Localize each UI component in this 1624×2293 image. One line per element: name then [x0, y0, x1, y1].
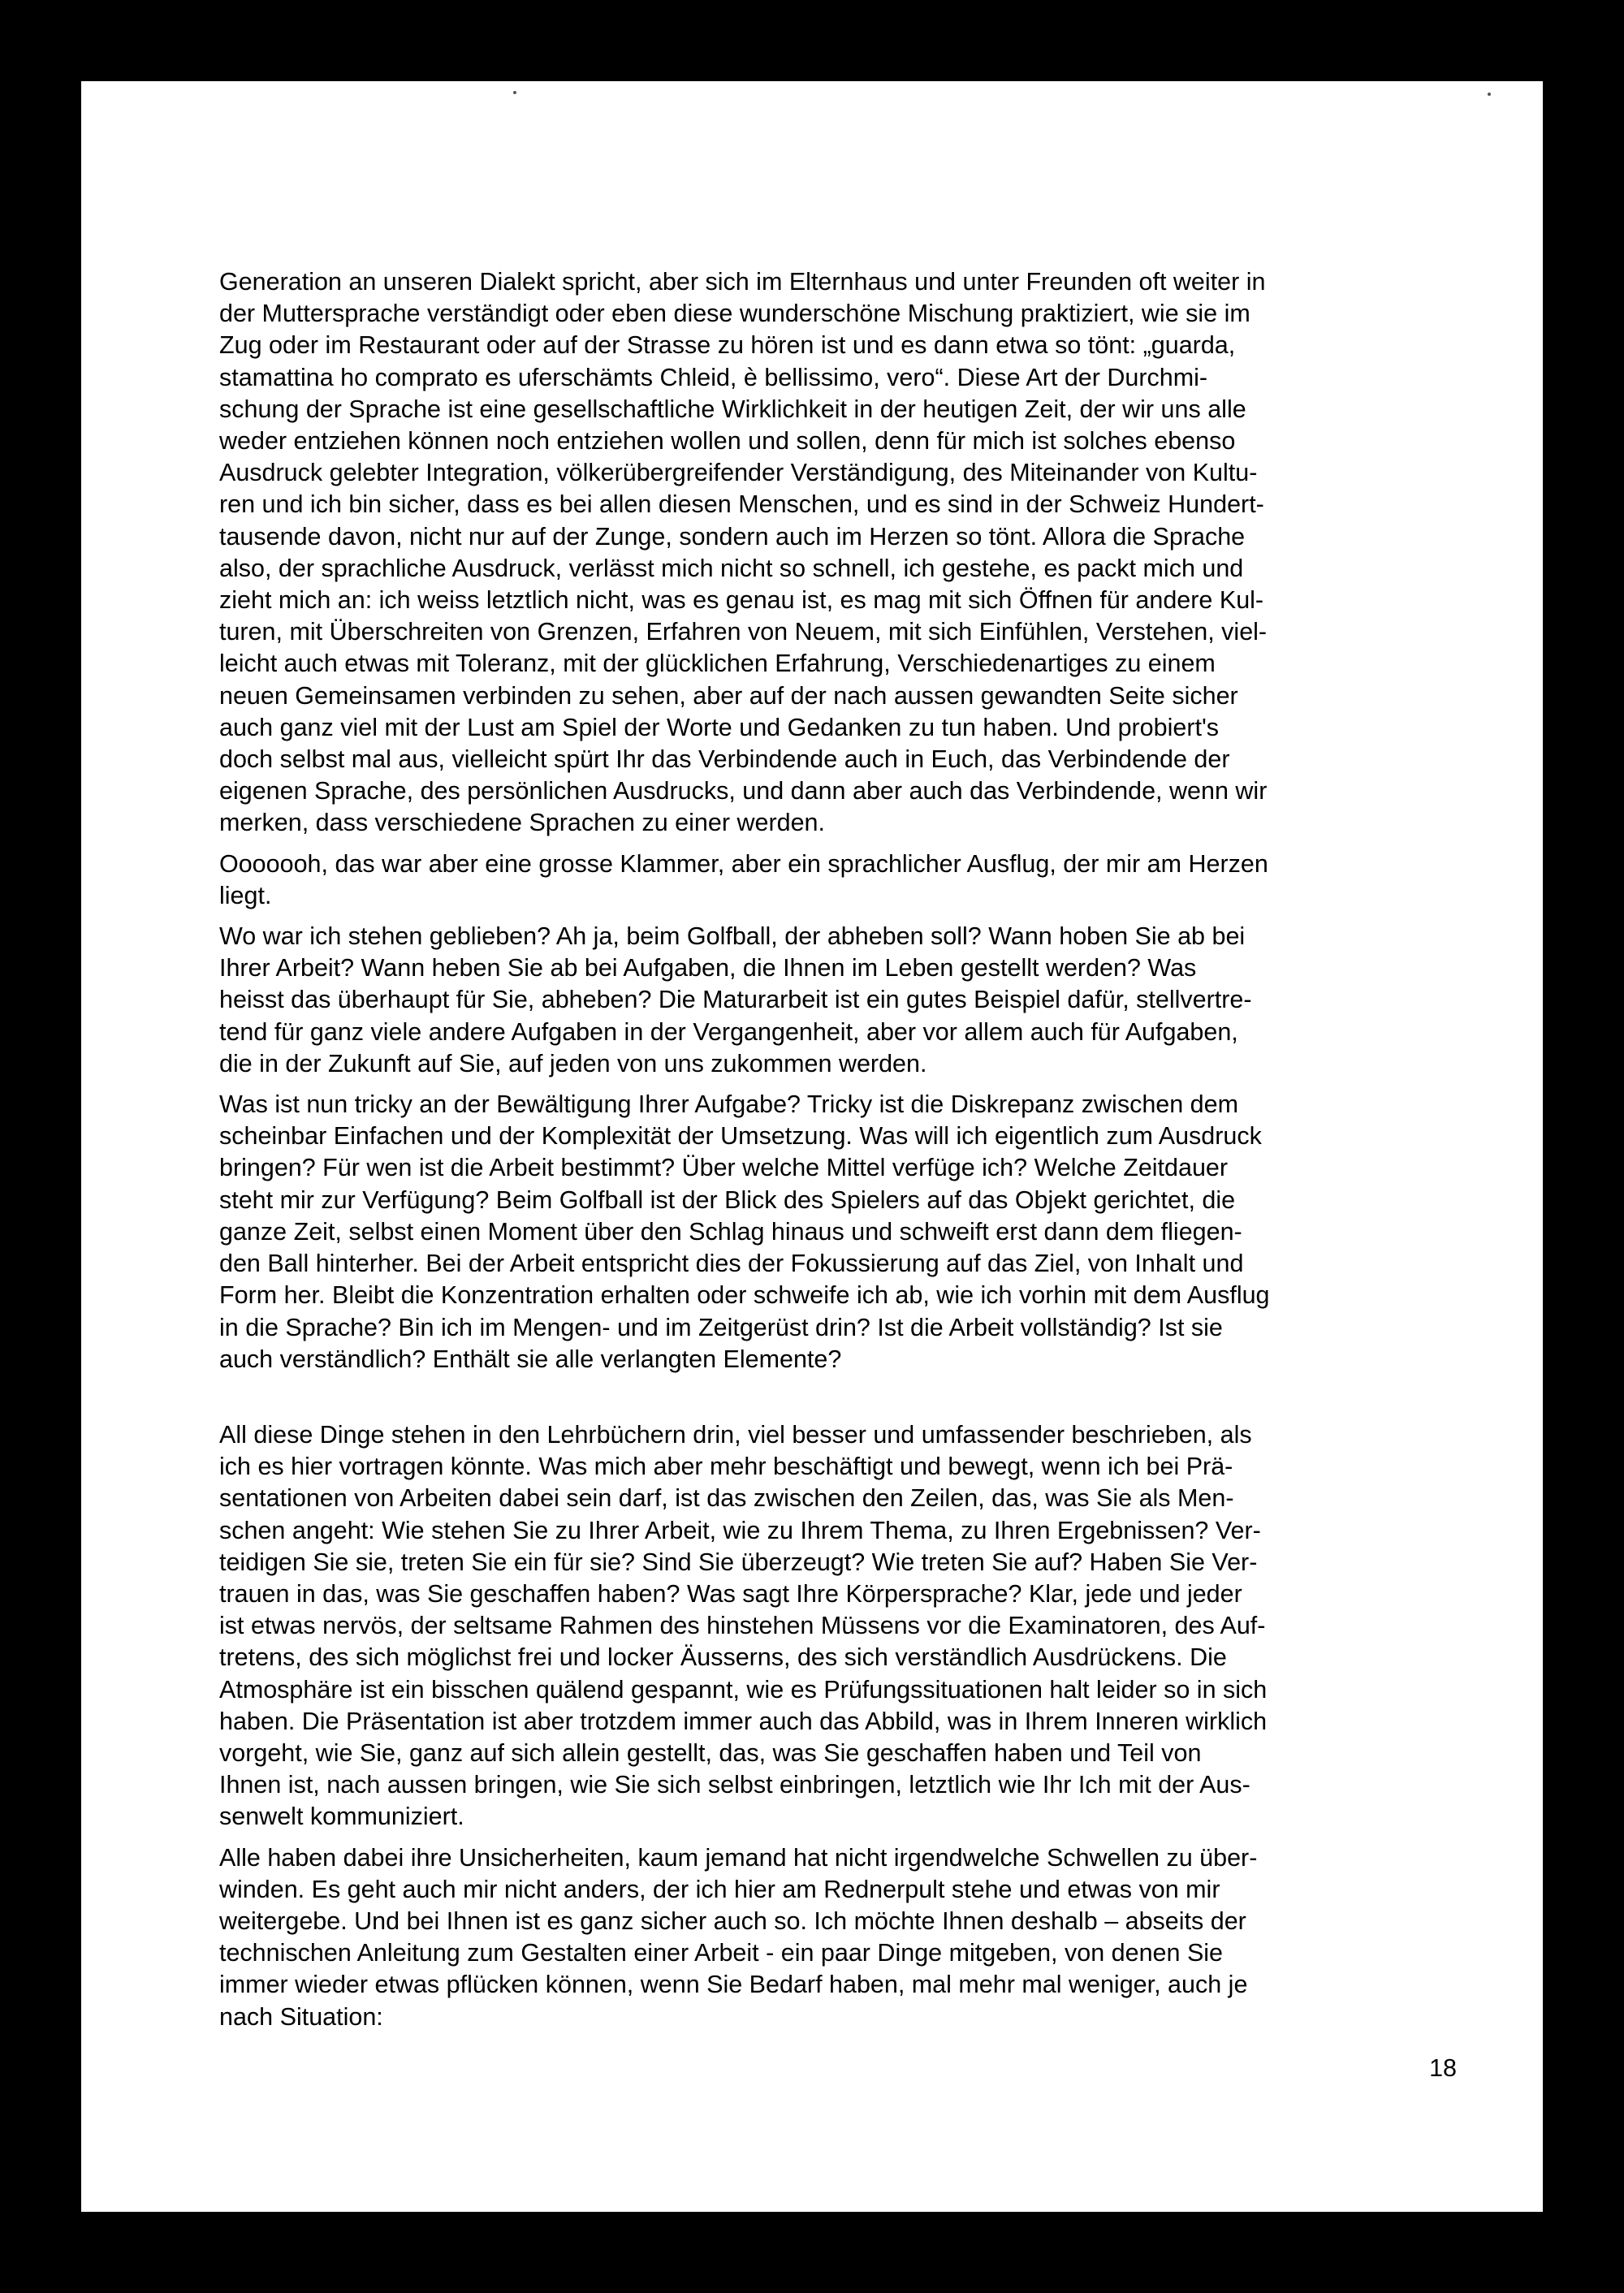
text-line: auch ganz viel mit der Lust am Spiel der Worte und Gedanken zu tun haben. Und probiert's: [219, 713, 1220, 741]
text-line: teidigen Sie sie, treten Sie ein für sie? Sind Sie überzeugt? Wie treten Sie auf? Haben Sie Ver-: [219, 1548, 1258, 1576]
text-line: haben. Die Präsentation ist aber trotzdem immer auch das Abbild, was in Ihrem Inneren wirklich: [219, 1707, 1268, 1735]
text-line: liegt.: [219, 881, 272, 909]
text-line: steht mir zur Verfügung? Beim Golfball ist der Blick des Spielers auf das Objekt gerichtet, die: [219, 1185, 1236, 1214]
text-line: Alle haben dabei ihre Unsicherheiten, kaum jemand hat nicht irgendwelche Schwellen zu über-: [219, 1843, 1258, 1872]
text-line: Ihnen ist, nach aussen bringen, wie Sie sich selbst einbringen, letztlich wie Ihr Ich mit der Aus-: [219, 1771, 1250, 1799]
text-line: All diese Dinge stehen in den Lehrbüchern drin, viel besser und umfassender beschrieben, als: [219, 1420, 1252, 1449]
text-line: weitergebe. Und bei Ihnen ist es ganz sicher auch so. Ich möchte Ihnen deshalb – abseits der: [219, 1907, 1246, 1935]
text-line: doch selbst mal aus, vielleicht spürt Ihr das Verbindende auch in Euch, das Verbindende der: [219, 745, 1230, 774]
text-line: die in der Zukunft auf Sie, auf jeden von uns zukommen werden.: [219, 1049, 927, 1077]
text-line: Was ist nun tricky an der Bewältigung Ihrer Aufgabe? Tricky ist die Diskrepanz zwischen dem: [219, 1090, 1239, 1119]
text-line: weder entziehen können noch entziehen wollen und sollen, denn für mich ist solches ebenso: [219, 427, 1236, 456]
paragraph: [219, 266, 1470, 840]
text-line: Ooooooh, das war aber eine grosse Klammer, aber ein sprachlicher Ausflug, der mir am Herzen: [219, 849, 1268, 878]
text-line: der Muttersprache verständigt oder eben diese wunderschöne Mischung praktiziert, wie sie im: [219, 300, 1250, 328]
text-line: in die Sprache? Bin ich im Mengen- und im Zeitgerüst drin? Ist die Arbeit vollständig? Ist sie: [219, 1313, 1223, 1341]
text-line: merken, dass verschiedene Sprachen zu einer werden.: [219, 809, 825, 837]
text-line: Wo war ich stehen geblieben? Ah ja, beim Golfball, der abheben soll? Wann hoben Sie ab bei: [219, 922, 1246, 951]
text-line: ren und ich bin sicher, dass es bei allen diesen Menschen, und es sind in der Schweiz Hundert-: [219, 490, 1264, 519]
text-line: Generation an unseren Dialekt spricht, aber sich im Elternhaus und unter Freunden oft weiter in: [219, 268, 1266, 296]
paragraph: [219, 921, 1470, 1080]
paragraph: [219, 1089, 1470, 1375]
text-line: ist etwas nervös, der seltsame Rahmen des hinstehen Müssens vor die Examinatoren, des Auf-: [219, 1612, 1266, 1640]
text-line: zieht mich an: ich weiss letztlich nicht, was es genau ist, es mag mit sich Öffnen für andere Kul-: [219, 586, 1264, 615]
text-line: senwelt kommuniziert.: [219, 1803, 464, 1831]
paragraph: [219, 1842, 1470, 2033]
text-line: ich es hier vortragen könnte. Was mich aber mehr beschäftigt und bewegt, wenn ich bei Prä-: [219, 1453, 1233, 1481]
body-text: [219, 266, 1470, 2033]
text-line: Form her. Bleibt die Konzentration erhalten oder schweife ich ab, wie ich vorhin mit dem Ausflug: [219, 1281, 1270, 1310]
text-line: Ausdruck gelebter Integration, völkerübergreifender Verständigung, des Miteinander von Kultu-: [219, 459, 1258, 487]
scan-speck: [1488, 93, 1491, 96]
text-line: ganze Zeit, selbst einen Moment über den Schlag hinaus und schweift erst dann dem fliegen-: [219, 1217, 1242, 1246]
text-line: schung der Sprache ist eine gesellschaftliche Wirklichkeit in der heutigen Zeit, der wir uns alle: [219, 395, 1246, 423]
paragraph: [219, 1419, 1470, 1833]
text-line: vorgeht, wie Sie, ganz auf sich allein gestellt, das, was Sie geschaffen haben und Teil von: [219, 1738, 1202, 1767]
text-line: neuen Gemeinsamen verbinden zu sehen, aber auf der nach aussen gewandten Seite sicher: [219, 681, 1238, 710]
text-line: stamattina ho comprato es uferschämts Chleid, è bellissimo, vero“. Diese Art der Durchmi-: [219, 363, 1208, 391]
text-line: bringen? Für wen ist die Arbeit bestimmt? Über welche Mittel verfüge ich? Welche Zeitdauer: [219, 1154, 1229, 1182]
paragraph: [219, 849, 1470, 912]
text-line: schen angeht: Wie stehen Sie zu Ihrer Arbeit, wie zu Ihrem Thema, zu Ihren Ergebnissen? Ver-: [219, 1516, 1261, 1544]
text-line: trauen in das, was Sie geschaffen haben? Was sagt Ihre Körpersprache? Klar, jede und jeder: [219, 1579, 1242, 1608]
text-line: turen, mit Überschreiten von Grenzen, Erfahren von Neuem, mit sich Einfühlen, Verstehen, viel-: [219, 618, 1268, 646]
text-line: heisst das überhaupt für Sie, abheben? Die Maturarbeit ist ein gutes Beispiel dafür, stellvertre-: [219, 986, 1252, 1014]
text-line: Zug oder im Restaurant oder auf der Strasse zu hören ist und es dann etwa so tönt: „guarda,: [219, 331, 1236, 360]
text-line: auch verständlich? Enthält sie alle verlangten Elemente?: [219, 1345, 842, 1373]
page-number: 18: [1429, 2054, 1457, 2082]
text-line: scheinbar Einfachen und der Komplexität der Umsetzung. Was will ich eigentlich zum Ausdruck: [219, 1122, 1262, 1151]
text-line: eigenen Sprache, des persönlichen Ausdrucks, und dann aber auch das Verbindende, wenn wir: [219, 777, 1268, 805]
document-page: [81, 81, 1543, 2212]
text-line: tend für ganz viele andere Aufgaben in der Vergangenheit, aber vor allem auch für Aufgaben,: [219, 1017, 1238, 1046]
scan-speck: [513, 91, 516, 94]
text-line: winden. Es geht auch mir nicht anders, der ich hier am Rednerpult stehe und etwas von mir: [219, 1875, 1220, 1903]
text-line: den Ball hinterher. Bei der Arbeit entspricht dies der Fokussierung auf das Ziel, von Inhalt und: [219, 1250, 1244, 1278]
text-line: leicht auch etwas mit Toleranz, mit der glücklichen Erfahrung, Verschiedenartiges zu einem: [219, 650, 1216, 678]
text-line: also, der sprachliche Ausdruck, verlässt mich nicht so schnell, ich gestehe, es packt mich und: [219, 554, 1244, 582]
text-line: Atmosphäre ist ein bisschen quälend gespannt, wie es Prüfungssituationen halt leider so in sich: [219, 1675, 1268, 1704]
text-line: sentationen von Arbeiten dabei sein darf, ist das zwischen den Zeilen, das, was Sie als Men-: [219, 1484, 1234, 1513]
text-line: immer wieder etwas pflücken können, wenn Sie Bedarf haben, mal mehr mal weniger, auch je: [219, 1971, 1248, 1999]
text-line: Ihrer Arbeit? Wann heben Sie ab bei Aufgaben, die Ihnen im Leben gestellt werden? Was: [219, 954, 1197, 982]
text-line: technischen Anleitung zum Gestalten einer Arbeit - ein paar Dinge mitgeben, von denen Sie: [219, 1939, 1224, 1967]
text-line: nach Situation:: [219, 2002, 383, 2031]
text-line: tretens, des sich möglichst frei und locker Äusserns, des sich verständlich Ausdrückens. Die: [219, 1643, 1227, 1672]
text-line: tausende davon, nicht nur auf der Zunge, sondern auch im Herzen so tönt. Allora die Sprache: [219, 522, 1246, 551]
